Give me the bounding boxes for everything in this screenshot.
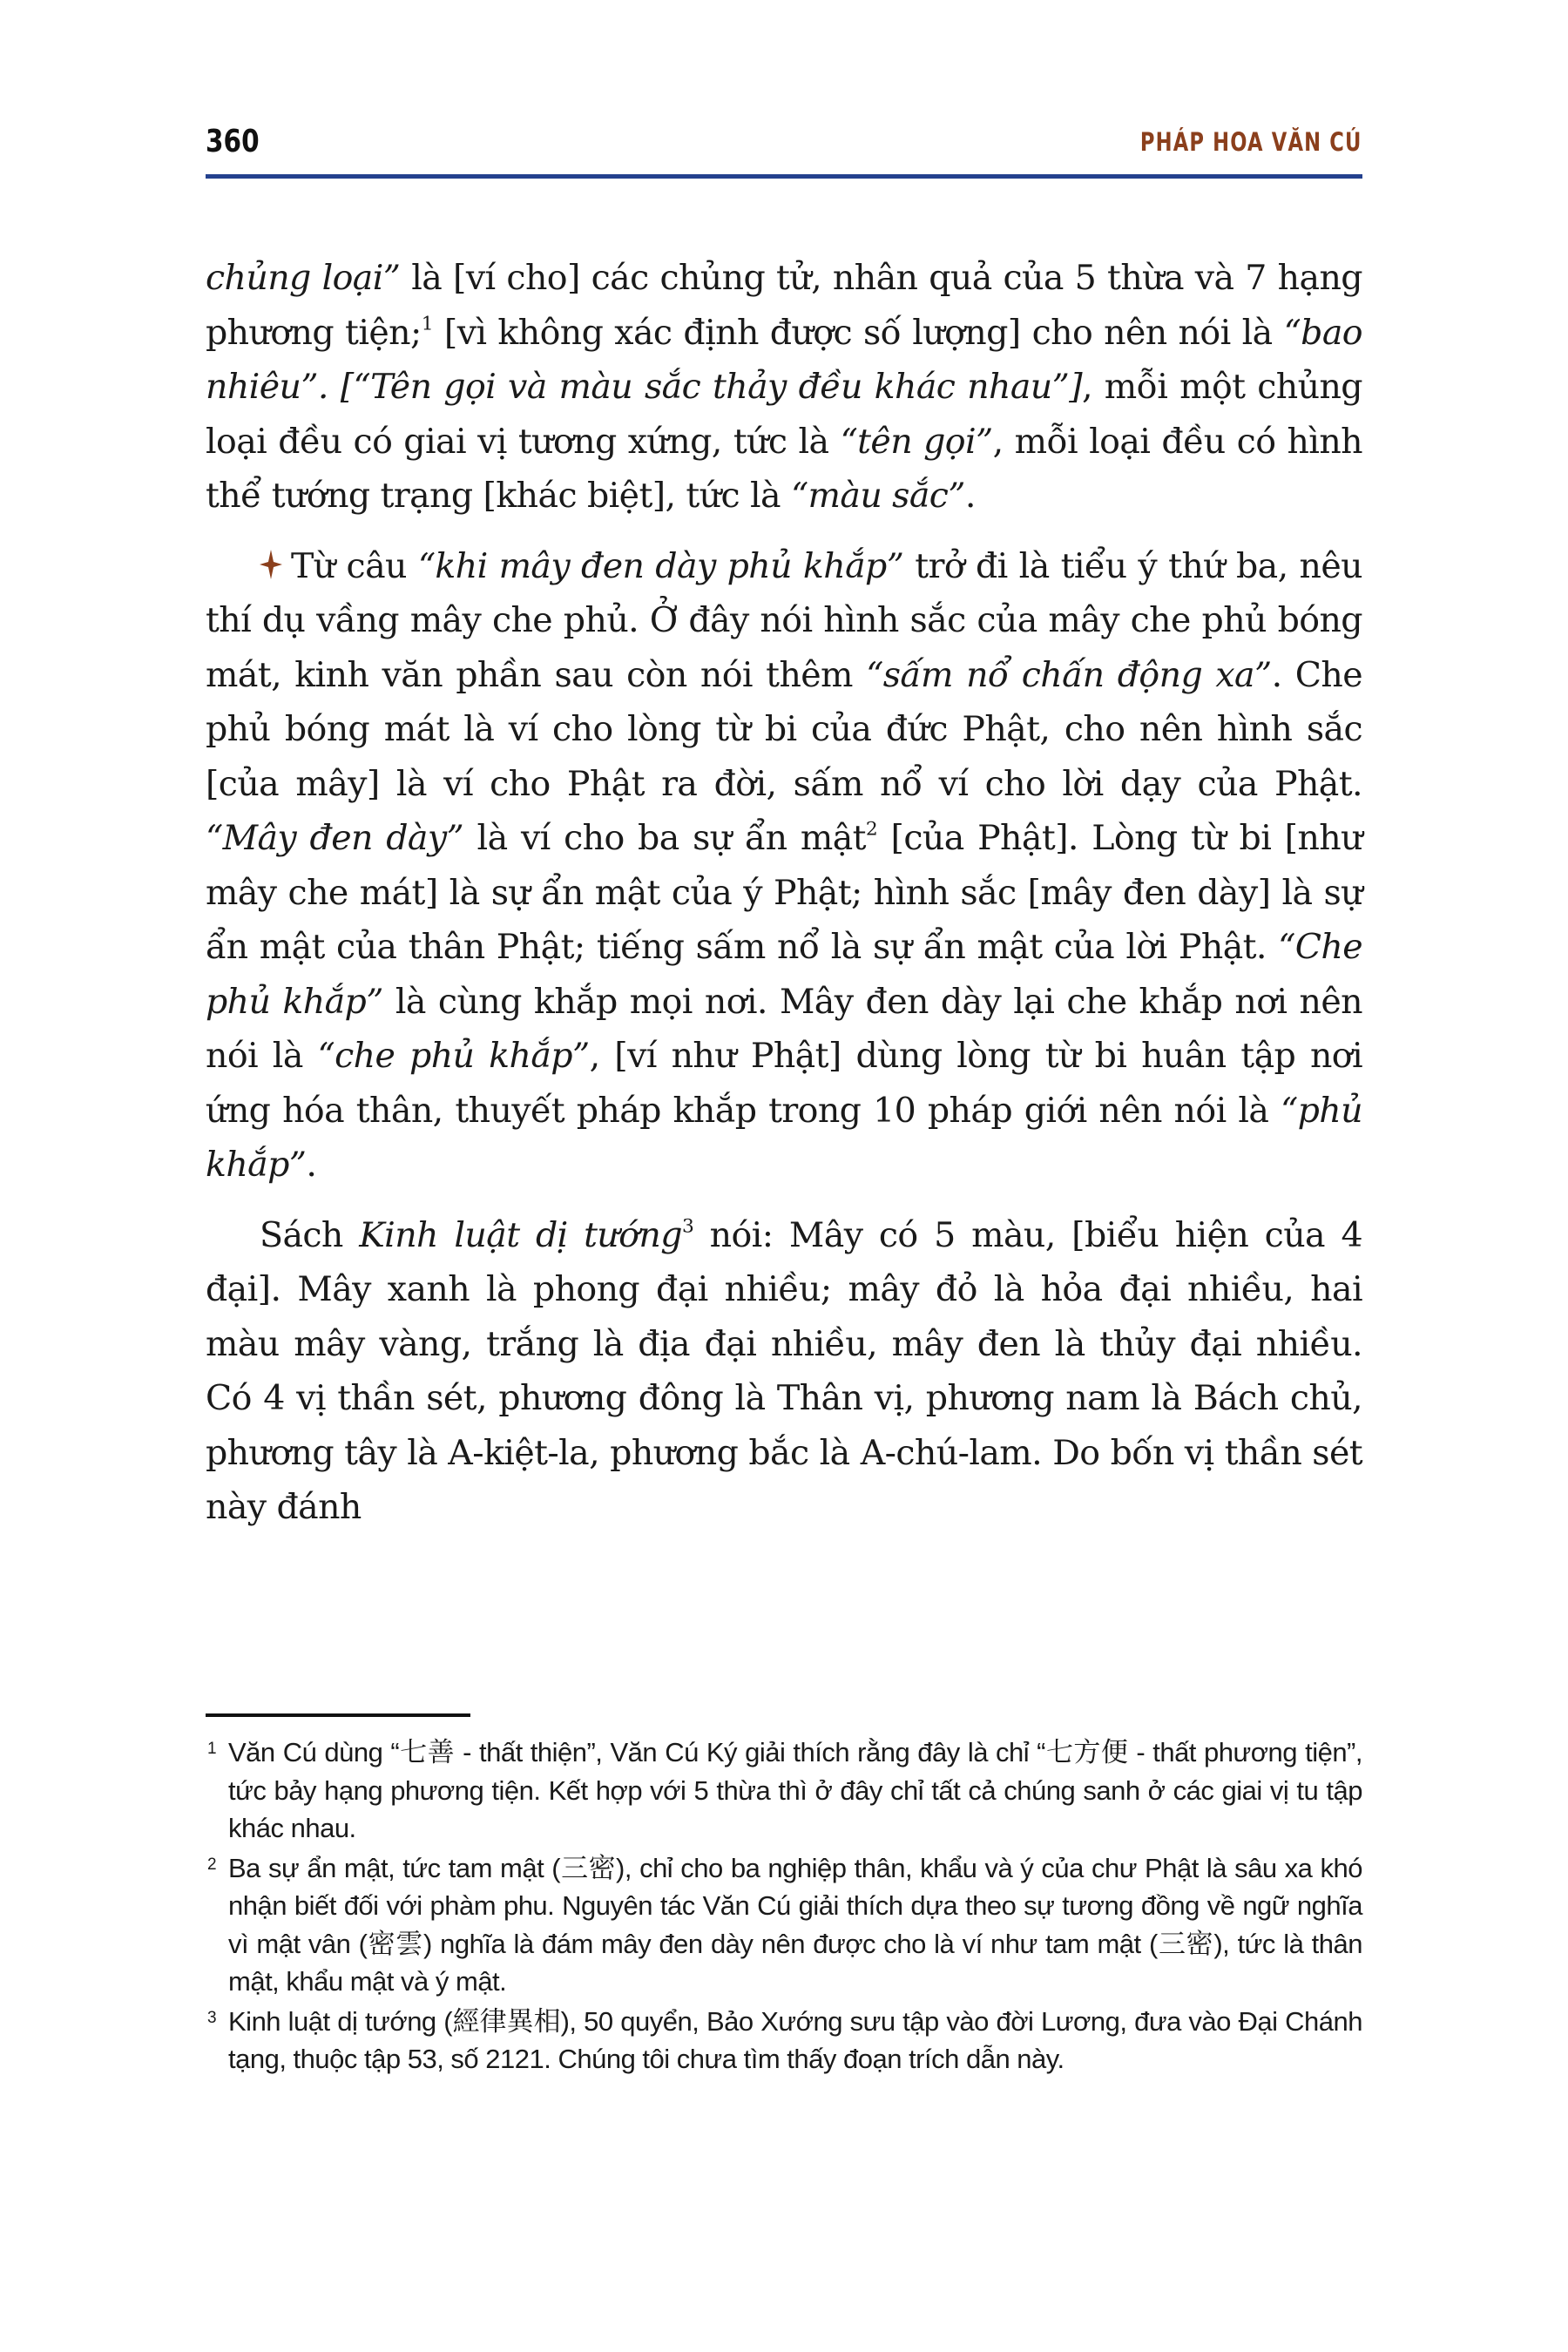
italic-quote: “Che phủ khắp” [206, 927, 1362, 1022]
italic-quote: Kinh luật dị tướng [359, 1214, 682, 1255]
four-point-star-icon [260, 550, 282, 579]
italic-quote: “màu sắc” [790, 476, 965, 516]
text-run: , mỗi một chủng loại đều có giai vị tương xứng, tức là [206, 367, 1362, 462]
page-header [206, 124, 1362, 167]
text-run: Từ câu [291, 545, 418, 586]
footnote-text: Văn Cú dùng “七善 - thất thiện”, Văn Cú Ký giải thích rằng đây là chỉ “七方便 - thất phương tiện”, tức bảy hạng phương tiện. Kết hợp với 5 thừa thì ở đây chỉ tất cả chúng sanh ở các giai vị tu tập khác nhau. [228, 1737, 1362, 1843]
text-run: . [306, 1145, 317, 1185]
italic-quote: “bao nhiêu”. [“Tên gọi và màu sắc thảy đều khác nhau”] [206, 312, 1362, 407]
body-text [206, 251, 1362, 1551]
text-run: [của Phật]. Lòng từ bi [như mây che mát] là sự ẩn mật của ý Phật; hình sắc [mây đen dày] là sự ẩn mật của thân Phật; tiếng sấm nổ là sự ẩn mật của lời Phật. [206, 818, 1362, 967]
italic-quote: “tên gọi” [840, 421, 993, 462]
paragraph [206, 251, 1362, 524]
text-run: là cùng khắp mọi nơi. Mây đen dày lại che khắp nơi nên nói là [206, 981, 1362, 1076]
italic-quote: chủng loại” [206, 258, 401, 298]
italic-quote: “phủ khắp” [206, 1090, 1362, 1185]
footnote-reference[interactable]: 3 [681, 1215, 694, 1238]
italic-quote: “che phủ khắp” [317, 1036, 590, 1076]
footnote [206, 2003, 1362, 2078]
footnote-text: Ba sự ẩn mật, tức tam mật (三密), chỉ cho ba nghiệp thân, khẩu và ý của chư Phật là sâu xa khó nhận biết đối với phàm phu. Nguyên tác Văn Cú giải thích dựa theo sự tương đồng về ngữ nghĩa vì mật vân (密雲) nghĩa là đám mây đen dày nên được cho là ví như tam mật (三密), tức là thân mật, khẩu mật và ý mật. [228, 1852, 1362, 1997]
text-run: trở đi là tiểu ý thứ ba, nêu thí dụ vầng mây che phủ. Ở đây nói hình sắc của mây che phủ bóng mát, kinh văn phần sau còn nói thêm [206, 545, 1362, 695]
footnote-text: Kinh luật dị tướng (經律異相), 50 quyển, Bảo Xướng sưu tập vào đời Lương, đưa vào Đại Chánh tạng, thuộc tập 53, số 2121. Chúng tôi chưa tìm thấy đoạn trích dẫn này. [228, 2005, 1362, 2074]
page-number: 360 [206, 124, 260, 159]
footnotes [206, 1734, 1362, 2080]
paragraph [206, 1208, 1362, 1535]
footnote-number: 3 [207, 2008, 217, 2027]
text-run: nói: Mây có 5 màu, [biểu hiện của 4 đại]. Mây xanh là phong đại nhiều; mây đỏ là hỏa đại nhiều, hai màu mây vàng, trắng là địa đại nhiều, mây đen là thủy đại nhiều. Có 4 vị thần sét, phương đông là Thân vị, phương nam là Bách chủ, phương tây là A-kiệt-la, phương bắc là A-chú-lam. Do bốn vị thần sét này đánh [206, 1214, 1363, 1527]
running-title: PHÁP HOA VĂN CÚ [1140, 127, 1362, 157]
text-run: Sách [260, 1214, 360, 1255]
italic-quote: “Mây đen dày” [206, 818, 464, 858]
italic-quote: “khi mây đen dày phủ khắp” [417, 545, 904, 586]
text-run: . [964, 476, 976, 516]
footnote [206, 1734, 1362, 1848]
text-run: , [ví như Phật] dùng lòng từ bi huân tập nơi ứng hóa thân, thuyết pháp khắp trong 10 pháp giới nên nói là [206, 1036, 1363, 1131]
footnote-reference[interactable]: 2 [865, 818, 878, 841]
paragraph [206, 539, 1362, 1193]
text-run: , mỗi loại đều có hình thể tướng trạng [khác biệt], tức là [206, 421, 1363, 516]
text-run: . Che phủ bóng mát là ví cho lòng từ bi của đức Phật, cho nên hình sắc [của mây] là ví cho Phật ra đời, sấm nổ ví cho lời dạy của Phật. [206, 654, 1362, 804]
footnote-number: 2 [207, 1855, 217, 1874]
italic-quote: “sấm nổ chấn động xa” [866, 654, 1272, 695]
text-run: [vì không xác định được số lượng] cho nên nói là [432, 312, 1284, 353]
text-run: là [ví cho] các chủng tử, nhân quả của 5 thừa và 7 hạng phương tiện; [206, 258, 1362, 353]
text-run: là ví cho ba sự ẩn mật [463, 818, 866, 858]
footnote-number: 1 [207, 1740, 217, 1758]
footnote [206, 1849, 1362, 2001]
header-rule [206, 174, 1362, 179]
footnote-separator [206, 1713, 470, 1717]
footnote-reference[interactable]: 1 [421, 313, 433, 335]
